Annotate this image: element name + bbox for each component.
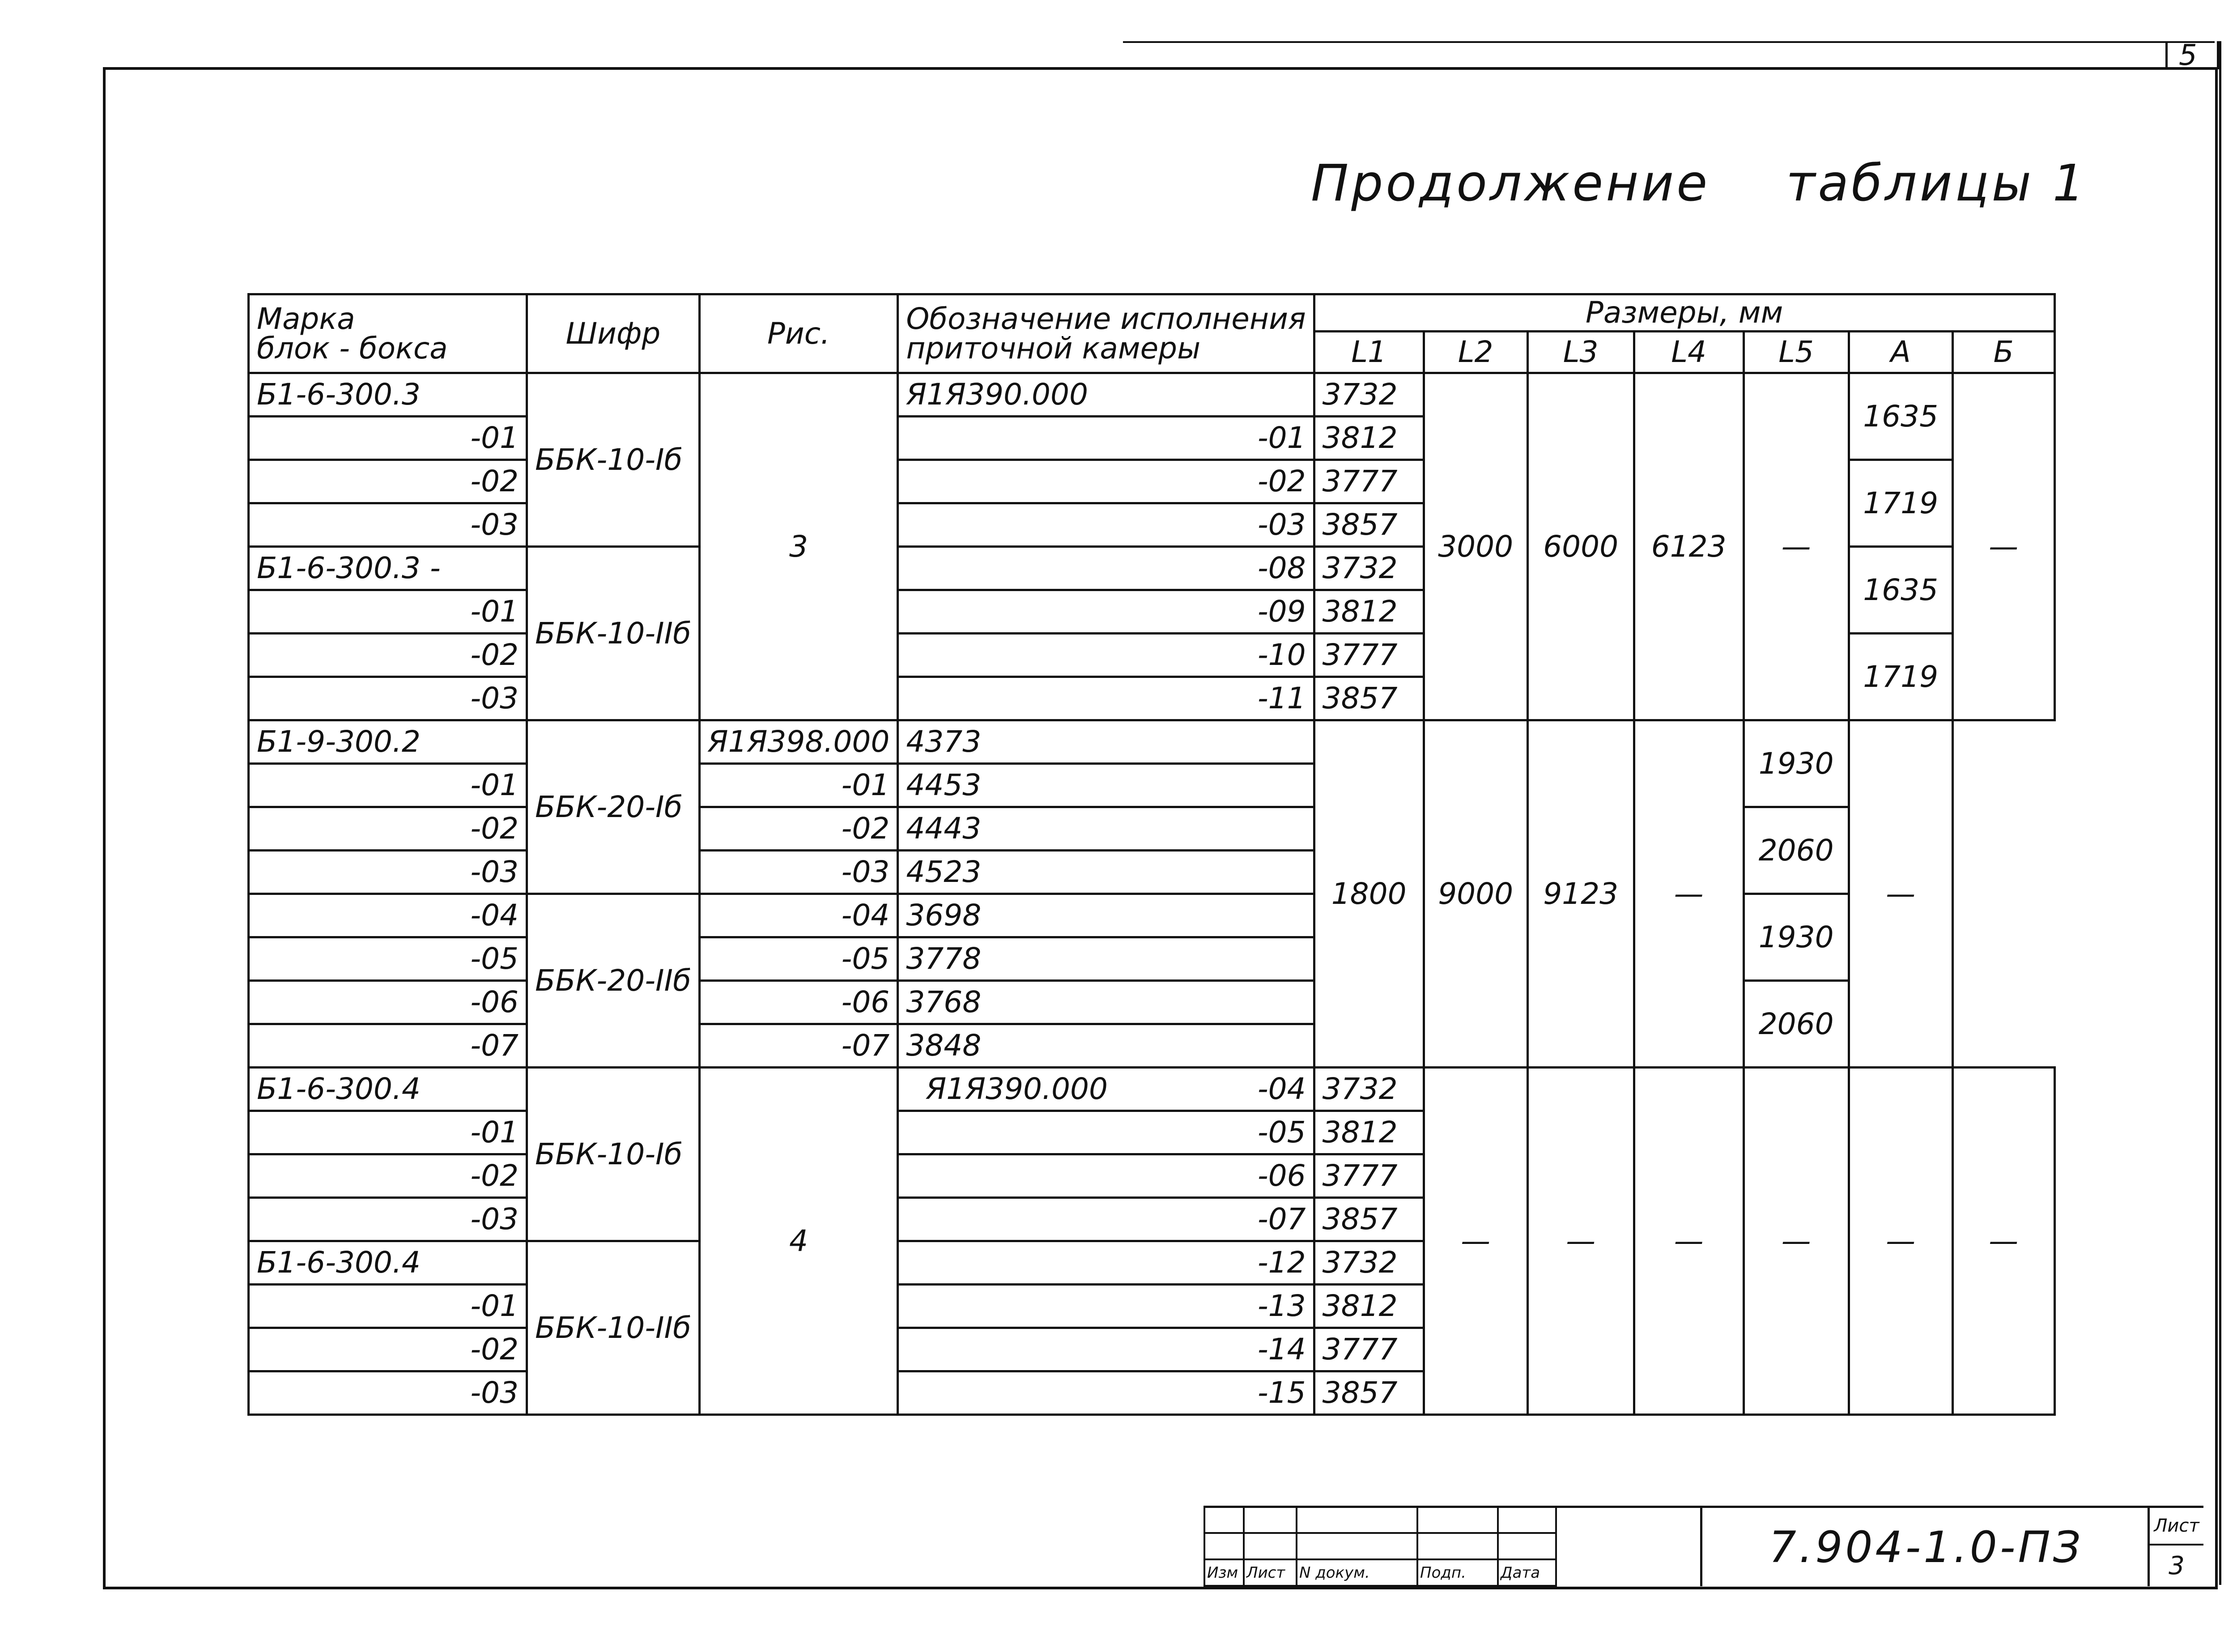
L1-cell: 3777 <box>1314 634 1424 677</box>
marka-cell: Б1-6-300.4 <box>249 1068 527 1111</box>
L1-cell: 3857 <box>1314 1371 1424 1415</box>
oboznach-cell: -14 <box>898 1328 1314 1371</box>
L1-cell: 4443 <box>898 807 1314 851</box>
tb-cell <box>1204 1533 1244 1559</box>
oboznach-cell: -05 <box>699 937 898 981</box>
tb-cell <box>1244 1533 1297 1559</box>
header-B: Б <box>1952 332 2054 373</box>
oboznach-cell: -08 <box>898 547 1314 590</box>
oboznach-suffix: -04 <box>1257 1072 1306 1106</box>
tb-cell <box>1556 1559 1701 1586</box>
L1-cell: 3812 <box>1314 590 1424 634</box>
L2-cell: 1800 <box>1314 720 1424 1068</box>
shifr-cell: ББК-10-IIб <box>527 547 700 720</box>
marka-cell: Б1-6-300.3 <box>249 373 527 417</box>
oboznach-cell: Я1Я390.000 <box>898 373 1314 417</box>
table-row <box>249 373 2055 417</box>
oboznach-cell: -07 <box>898 1198 1314 1241</box>
L1-cell: 3812 <box>1314 417 1424 460</box>
marka-cell: -01 <box>249 417 527 460</box>
A-cell: 1635 <box>1849 547 1952 634</box>
title-block <box>1204 1506 2210 1584</box>
sheet-box <box>2148 1506 2203 1586</box>
header-oboznach <box>898 294 1314 373</box>
table-caption <box>1311 154 2087 213</box>
marka-cell: -01 <box>249 1285 527 1328</box>
L1-cell: 3857 <box>1314 503 1424 547</box>
oboznach-cell: -06 <box>898 1154 1314 1198</box>
L1-cell: 4523 <box>898 851 1314 894</box>
ris-cell: 3 <box>699 373 898 720</box>
title-block-grid <box>1204 1506 1702 1587</box>
L3-cell: 6000 <box>1527 373 1634 720</box>
header-marka <box>249 294 527 373</box>
oboznach-cell: -03 <box>699 851 898 894</box>
oboznach-cell: -06 <box>699 981 898 1024</box>
L1-cell: 3732 <box>1314 547 1424 590</box>
caption-word-continuation: Продолжение <box>1311 154 1710 213</box>
marka-cell: -01 <box>249 590 527 634</box>
sheet-corner-number: 5 <box>2179 39 2197 72</box>
L2-cell: 3000 <box>1424 373 1527 720</box>
header-ris: Рис. <box>699 294 898 373</box>
header-L1: L1 <box>1314 332 1424 373</box>
L1-cell: 3848 <box>898 1024 1314 1068</box>
tb-cell <box>1498 1533 1556 1559</box>
L1-cell: 3857 <box>1314 677 1424 720</box>
oboznach-cell: -01 <box>898 417 1314 460</box>
L1-cell: 3777 <box>1314 460 1424 503</box>
tb-cell <box>1498 1507 1556 1533</box>
oboznach-cell: -01 <box>699 764 898 807</box>
marka-cell: -07 <box>249 1024 527 1068</box>
table-row <box>249 1068 2055 1111</box>
header-shifr: Шифр <box>527 294 700 373</box>
outer-right-line <box>2219 41 2221 1585</box>
marka-cell: -02 <box>249 1154 527 1198</box>
tb-label-ndokum: N докум. <box>1297 1559 1417 1586</box>
A-cell: 1930 <box>1744 720 1849 807</box>
shifr-cell: ББК-10-IIб <box>527 1241 700 1415</box>
marka-cell: -02 <box>249 634 527 677</box>
L1-cell: 3777 <box>1314 1154 1424 1198</box>
A-cell: 1635 <box>1849 373 1952 460</box>
document-code: 7.904-1.0-ПЗ <box>1700 1506 2150 1586</box>
L5-cell: — <box>1744 373 1849 720</box>
tb-cell <box>1297 1533 1417 1559</box>
L2-cell: — <box>1424 1068 1527 1415</box>
L1-cell: 3768 <box>898 981 1314 1024</box>
A-cell: — <box>1849 1068 1952 1415</box>
tb-cell <box>1244 1507 1297 1533</box>
L4-cell: 9123 <box>1527 720 1634 1068</box>
marka-cell: -03 <box>249 1198 527 1241</box>
header-oboznach-text: Обозначение исполнения приточной камеры <box>906 301 1306 366</box>
shifr-cell: ББК-20-Iб <box>527 720 700 894</box>
L1-cell: 4373 <box>898 720 1314 764</box>
marka-cell: -04 <box>249 894 527 937</box>
marka-cell: -01 <box>249 764 527 807</box>
marka-cell: -02 <box>249 460 527 503</box>
oboznach-cell: -09 <box>898 590 1314 634</box>
marka-cell: -03 <box>249 677 527 720</box>
oboznach-cell: -13 <box>898 1285 1314 1328</box>
oboznach-code: Я1Я390.000 <box>926 1072 1108 1106</box>
A-cell: 1719 <box>1849 460 1952 547</box>
oboznach-cell: -11 <box>898 677 1314 720</box>
marka-cell: -03 <box>249 851 527 894</box>
outer-top-line <box>1123 41 2215 43</box>
A-cell: 2060 <box>1744 981 1849 1068</box>
tb-cell <box>1417 1507 1498 1533</box>
marka-cell: Б1-6-300.3 - <box>249 547 527 590</box>
marka-cell: -02 <box>249 807 527 851</box>
L1-cell: 3778 <box>898 937 1314 981</box>
oboznach-cell: -02 <box>699 807 898 851</box>
sheet-number: 3 <box>2169 1551 2185 1580</box>
L1-cell: 3698 <box>898 894 1314 937</box>
header-razmery: Размеры, мм <box>1314 294 2054 332</box>
marka-cell: -03 <box>249 503 527 547</box>
sheet-label: Лист <box>2150 1508 2203 1546</box>
marka-cell: -05 <box>249 937 527 981</box>
oboznach-cell: -12 <box>898 1241 1314 1285</box>
L1-cell: 3732 <box>1314 1241 1424 1285</box>
L1-cell: 3732 <box>1314 373 1424 417</box>
header-A: А <box>1849 332 1952 373</box>
marka-cell: Б1-6-300.4 <box>249 1241 527 1285</box>
oboznach-cell: -02 <box>898 460 1314 503</box>
marka-cell: -02 <box>249 1328 527 1371</box>
marka-cell: -01 <box>249 1111 527 1154</box>
table-row <box>249 720 2055 764</box>
oboznach-cell <box>898 1068 1314 1111</box>
header-L3: L3 <box>1527 332 1634 373</box>
L4-cell: 6123 <box>1634 373 1744 720</box>
L1-cell: 3732 <box>1314 1068 1424 1111</box>
dimensions-table <box>247 293 2056 1416</box>
oboznach-cell: Я1Я398.000 <box>699 720 898 764</box>
oboznach-cell: -15 <box>898 1371 1314 1415</box>
tb-cell <box>1556 1533 1701 1559</box>
header-marka-text: Марка блок - бокса <box>257 301 448 366</box>
oboznach-cell: -04 <box>699 894 898 937</box>
L1-cell: 3857 <box>1314 1198 1424 1241</box>
tb-label-list: Лист <box>1244 1559 1297 1586</box>
tb-label-podp: Подп. <box>1417 1559 1498 1586</box>
L1-cell: 3777 <box>1314 1328 1424 1371</box>
tb-label-data: Дата <box>1498 1559 1556 1586</box>
ris-cell: 4 <box>699 1068 898 1415</box>
oboznach-cell: -03 <box>898 503 1314 547</box>
tb-label-izm: Изм <box>1204 1559 1244 1586</box>
header-L4: L4 <box>1634 332 1744 373</box>
L4-cell: — <box>1634 1068 1744 1415</box>
marka-cell: Б1-9-300.2 <box>249 720 527 764</box>
shifr-cell: ББК-10-Iб <box>527 1068 700 1241</box>
B-cell: — <box>1849 720 1952 1068</box>
shifr-cell: ББК-10-Iб <box>527 373 700 547</box>
L5-cell: — <box>1634 720 1744 1068</box>
tb-cell <box>1556 1507 1701 1533</box>
oboznach-cell: -05 <box>898 1111 1314 1154</box>
caption-word-table: таблицы 1 <box>1786 154 2087 213</box>
table-row <box>249 894 2055 937</box>
marka-cell: -06 <box>249 981 527 1024</box>
L5-cell: — <box>1744 1068 1849 1415</box>
L1-cell: 4453 <box>898 764 1314 807</box>
marka-cell: -03 <box>249 1371 527 1415</box>
L1-cell: 3812 <box>1314 1285 1424 1328</box>
A-cell: 1930 <box>1744 894 1849 981</box>
B-cell: — <box>1952 373 2054 720</box>
header-L5: L5 <box>1744 332 1849 373</box>
oboznach-cell: -10 <box>898 634 1314 677</box>
header-L2: L2 <box>1424 332 1527 373</box>
A-cell: 1719 <box>1849 634 1952 720</box>
L1-cell: 3812 <box>1314 1111 1424 1154</box>
L3-cell: 9000 <box>1424 720 1527 1068</box>
B-cell: — <box>1952 1068 2054 1415</box>
table-row <box>249 981 2055 1024</box>
oboznach-cell: -07 <box>699 1024 898 1068</box>
tb-cell <box>1204 1507 1244 1533</box>
L3-cell: — <box>1527 1068 1634 1415</box>
shifr-cell: ББК-20-IIб <box>527 894 700 1068</box>
A-cell: 2060 <box>1744 807 1849 894</box>
tb-cell <box>1297 1507 1417 1533</box>
table-row <box>249 807 2055 851</box>
tb-cell <box>1417 1533 1498 1559</box>
